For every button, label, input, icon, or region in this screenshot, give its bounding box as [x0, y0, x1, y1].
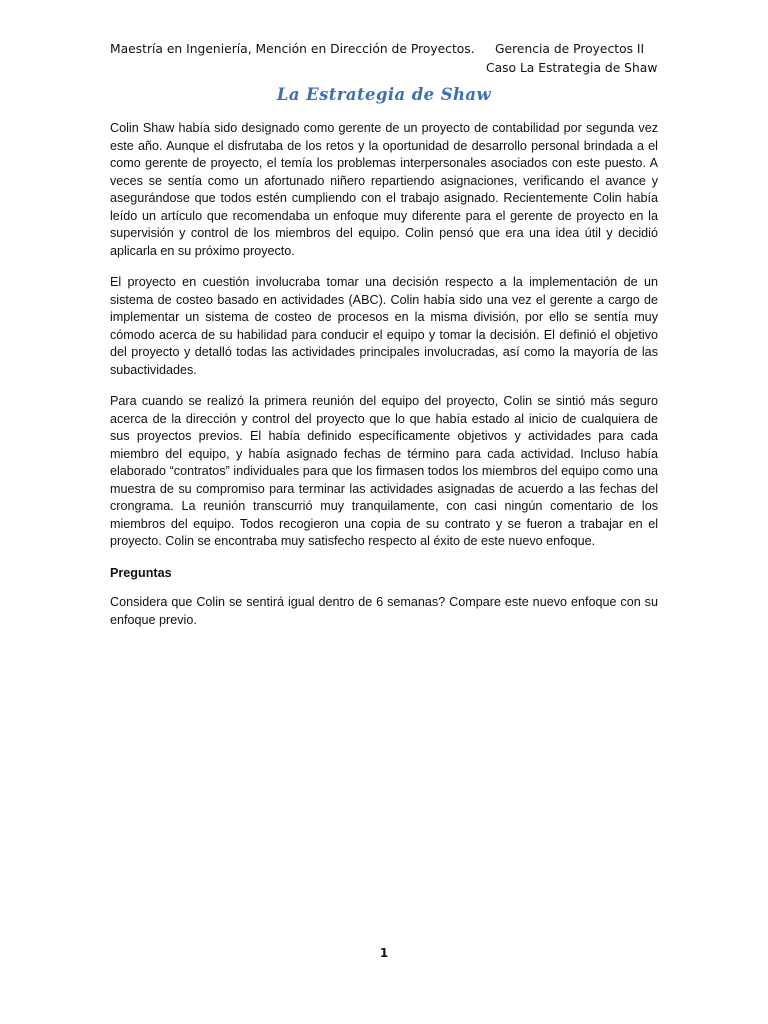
paragraph-2: El proyecto en cuestión involucraba tomar una decisión respecto a la implementación de un sistema de costeo basado en actividades (ABC). Colin había sido una vez el gerente a cargo de implementar un sistema de costeo de procesos en la misma división, por ello se sentía muy cómodo acerca de su habilidad para conducir el equipo y tomar la decisión. El definió el objetivo del proyecto y detalló todas las actividades principales involucradas, así como la mayoría de las subactividades. — [110, 275, 658, 377]
question-text: Considera que Colin se sentirá igual dentro de 6 semanas? Compare este nuevo enfoque con su enfoque previo. — [110, 595, 658, 627]
page-header — [110, 40, 670, 78]
page-number: 1 — [379, 946, 389, 960]
document-body — [110, 120, 658, 643]
header-program-name: Maestría en Ingeniería, Mención en Dirección de Proyectos. — [110, 42, 475, 56]
document-title: La Estrategia de Shaw — [276, 85, 492, 104]
questions-heading: Preguntas — [110, 565, 172, 580]
header-line-2 — [110, 59, 670, 78]
paragraph-1: Colin Shaw había sido designado como gerente de un proyecto de contabilidad por segunda vez este año. Aunque el disfrutaba de los retos y la oportunidad de desarrollo personal brindada a el como gerente de proyecto, el temía los problemas interpersonales asociados con este puesto. A veces se sentía como un afortunado niñero repartiendo asignaciones, verificando el avance y asegurándose que todos estén cumpliendo con el trabajo asignado. Recientemente Colin había leído un artículo que recomendaba un enfoque muy diferente para el gerente de proyecto en la supervisión y control de los miembros del equipo. Colin pensó que era una idea útil y decidió aplicarla en su próximo proyecto. — [110, 121, 658, 258]
header-line-1 — [110, 40, 670, 59]
header-course-name: Gerencia de Proyectos II — [495, 42, 645, 56]
paragraph-3: Para cuando se realizó la primera reunión del equipo del proyecto, Colin se sintió más seguro acerca de la dirección y control del proyecto que lo que había estado al inicio de cualquiera de sus proyectos previos. El había definido específicamente objetivos y actividades para cada miembro del equipo, y había asignado fechas de término para cada actividad. Incluso había elaborado “contratos” individuales para que los firmasen todos los miembros del equipo como una muestra de su compromiso para terminar las actividades asignadas de acuerdo a las fechas del crongrama. La reunión transcurrió muy tranquilamente, con casi ningún comentario de los miembros del equipo. Todos recogieron una copia de su contrato y se fueron a trabajar en el proyecto. Colin se encontraba muy satisfecho respecto al éxito de este nuevo enfoque. — [110, 394, 658, 548]
header-case-name: Caso La Estrategia de Shaw — [486, 61, 658, 75]
